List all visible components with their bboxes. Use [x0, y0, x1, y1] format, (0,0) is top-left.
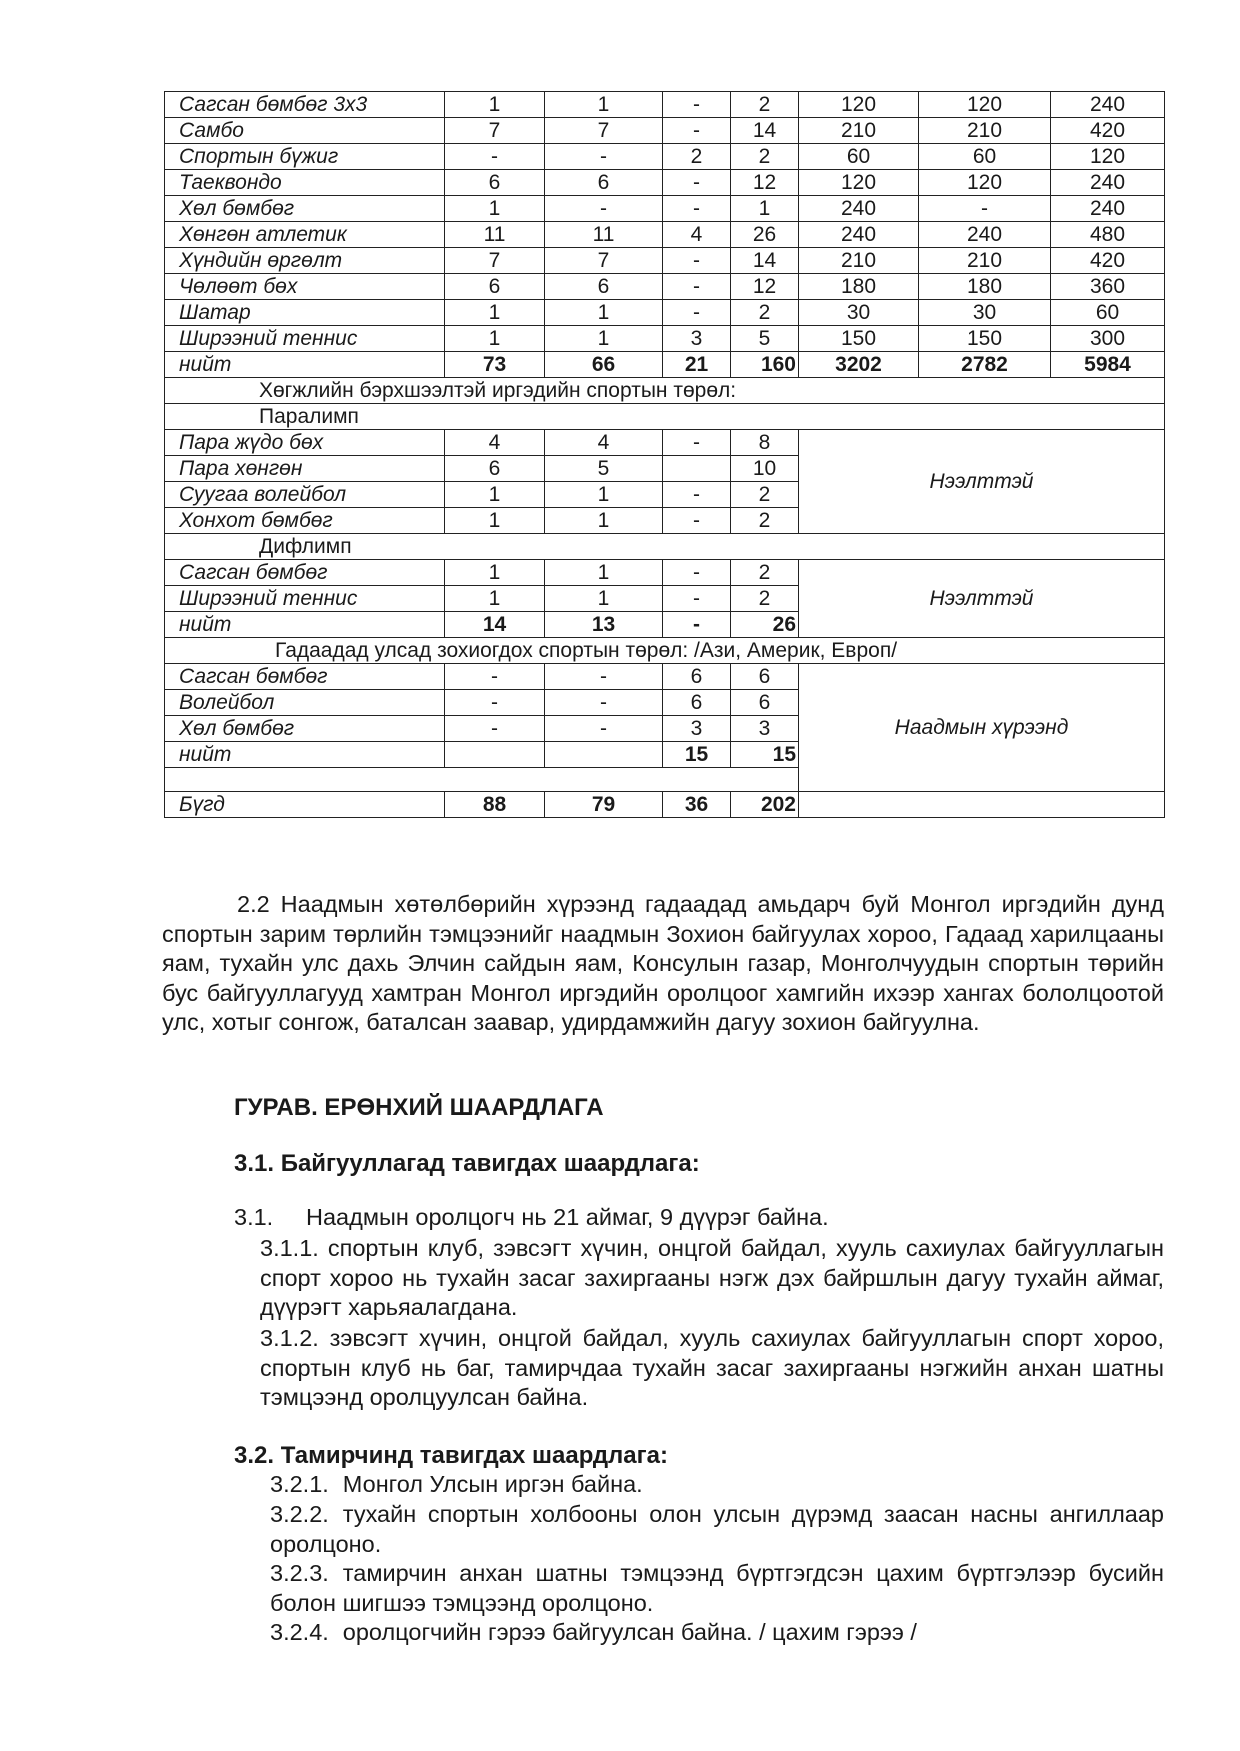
sport-name-cell: Сагсан бөмбөг — [165, 560, 445, 586]
value-cell: - — [663, 118, 731, 144]
value-cell: 14 — [731, 118, 799, 144]
sport-name-cell: Хөл бөмбөг — [165, 716, 445, 742]
item-3-1-1: 3.1.1. спортын клуб, зэвсэгт хүчин, онцгой байдал, хууль сахиулах байгууллагын спорт хороо нь тухайн засаг захиргааны нэгж дэх байршлын дагуу тухайн аймаг, дүүрэгт харьяалагдана. — [260, 1235, 1164, 1320]
value-cell: 150 — [799, 326, 919, 352]
item-3-2-4 — [270, 1618, 1164, 1648]
sport-name-cell: нийт — [165, 352, 445, 378]
item-text: Монгол Улсын иргэн байна. — [342, 1471, 643, 1497]
item-number: 3.2.3. — [270, 1560, 329, 1586]
sport-name-cell: Таеквондо — [165, 170, 445, 196]
value-cell: 2 — [731, 560, 799, 586]
value-cell: 6 — [731, 664, 799, 690]
sport-name-cell: Бүгд — [165, 792, 445, 818]
merged-note: Нээлттэй — [799, 560, 1165, 638]
sport-name-cell: Спортын бүжиг — [165, 144, 445, 170]
value-cell: 1 — [545, 560, 663, 586]
value-cell: 240 — [1051, 92, 1165, 118]
value-cell: 1 — [445, 586, 545, 612]
value-cell: - — [663, 170, 731, 196]
paragraph-2-2: 2.2 Наадмын хөтөлбөрийн хүрээнд гадаадад амьдарч буй Монгол иргэдийн дунд спортын зарим төрлийн тэмцээнийг наадмын Зохион байгуулах хороо, Гадаад харилцааны яам, тухайн улс дахь Элчин сайдын яам, Консулын газар, Монголчуудын спортын төрийн бус байгууллагууд хамтран Монгол иргэдийн оролцоог хамгийн ихээр хангах бололцоотой улс, хотыг сонгож, баталсан заавар, удирдамжийн дагуу зохион байгуулна. — [162, 891, 1164, 1035]
value-cell: 180 — [919, 274, 1051, 300]
table-row — [165, 222, 1165, 248]
sport-name-cell: нийт — [165, 612, 445, 638]
item-number: 3.2.4. — [270, 1619, 329, 1645]
sport-name-cell: Хөнгөн атлетик — [165, 222, 445, 248]
sport-name-cell: Хүндийн өргөлт — [165, 248, 445, 274]
table-body — [165, 92, 1165, 818]
item-3-2-2 — [270, 1500, 1164, 1559]
value-cell: 1 — [545, 482, 663, 508]
value-cell: 1 — [545, 508, 663, 534]
value-cell — [545, 742, 663, 768]
value-cell: 14 — [445, 612, 545, 638]
value-cell: 60 — [1051, 300, 1165, 326]
sport-name-cell: Ширээний теннис — [165, 326, 445, 352]
value-cell: - — [663, 586, 731, 612]
subsection-heading-3-2: 3.2. Тамирчинд тавигдах шаардлага: — [234, 1442, 668, 1469]
value-cell: 120 — [1051, 144, 1165, 170]
value-cell: 160 — [731, 352, 799, 378]
value-cell: 6 — [545, 170, 663, 196]
table-row — [165, 430, 1165, 456]
value-cell: 7 — [445, 248, 545, 274]
value-cell: 420 — [1051, 248, 1165, 274]
item-text: тухайн спортын холбооны олон улсын дүрэмд заасан насны ангиллаар оролцоно. — [270, 1501, 1164, 1557]
value-cell: 11 — [445, 222, 545, 248]
value-cell: 15 — [663, 742, 731, 768]
table-row — [165, 792, 1165, 818]
value-cell: 30 — [919, 300, 1051, 326]
section-title: Хөгжлийн бэрхшээлтэй иргэдийн спортын төрөл: — [165, 378, 1165, 404]
value-cell: - — [663, 430, 731, 456]
value-cell: 2 — [731, 508, 799, 534]
value-cell: 1 — [445, 508, 545, 534]
item-text: тамирчин анхан шатны тэмцээнд бүртгэгдсэн цахим бүртгэлээр бусийн болон шигшээ тэмцээнд оролцоно. — [270, 1560, 1164, 1616]
item-3-2-1 — [270, 1470, 1164, 1500]
merged-note: Наадмын хүрээнд — [799, 664, 1165, 792]
value-cell: - — [545, 690, 663, 716]
table-row — [165, 144, 1165, 170]
blank-cell — [165, 768, 799, 792]
value-cell: 88 — [445, 792, 545, 818]
sport-name-cell: нийт — [165, 742, 445, 768]
value-cell: 11 — [545, 222, 663, 248]
value-cell: 7 — [445, 118, 545, 144]
sport-name-cell: Суугаа волейбол — [165, 482, 445, 508]
merged-note: Нээлттэй — [799, 430, 1165, 534]
value-cell: 2 — [731, 586, 799, 612]
value-cell: 10 — [731, 456, 799, 482]
sport-name-cell: Хөл бөмбөг — [165, 196, 445, 222]
value-cell: - — [545, 196, 663, 222]
value-cell: 60 — [919, 144, 1051, 170]
value-cell: 2 — [731, 300, 799, 326]
value-cell: 1 — [545, 326, 663, 352]
item-3-2-3 — [270, 1559, 1164, 1618]
value-cell: 2 — [731, 144, 799, 170]
sport-name-cell: Хонхот бөмбөг — [165, 508, 445, 534]
value-cell: 3 — [663, 716, 731, 742]
value-cell: 4 — [663, 222, 731, 248]
value-cell: 6 — [445, 170, 545, 196]
value-cell: - — [445, 716, 545, 742]
value-cell: 6 — [445, 274, 545, 300]
sport-name-cell: Ширээний теннис — [165, 586, 445, 612]
section-title: Гадаадад улсад зохиогдох спортын төрөл: /Ази, Америк, Европ/ — [165, 638, 1165, 664]
value-cell: 66 — [545, 352, 663, 378]
value-cell: 120 — [919, 92, 1051, 118]
value-cell: 240 — [1051, 170, 1165, 196]
sport-name-cell: Самбо — [165, 118, 445, 144]
value-cell: 1 — [731, 196, 799, 222]
section-row — [165, 404, 1165, 430]
table-row — [165, 196, 1165, 222]
value-cell: 150 — [919, 326, 1051, 352]
value-cell: 180 — [799, 274, 919, 300]
value-cell: - — [663, 560, 731, 586]
value-cell: 21 — [663, 352, 731, 378]
value-cell: 3202 — [799, 352, 919, 378]
value-cell: 2 — [731, 482, 799, 508]
value-cell: 300 — [1051, 326, 1165, 352]
value-cell: 1 — [445, 92, 545, 118]
value-cell: - — [663, 92, 731, 118]
value-cell: 4 — [545, 430, 663, 456]
value-cell: 240 — [799, 222, 919, 248]
value-cell — [445, 742, 545, 768]
section-row — [165, 534, 1165, 560]
value-cell: - — [663, 300, 731, 326]
value-cell: 2 — [731, 92, 799, 118]
item-3-1-2: 3.1.2. зэвсэгт хүчин, онцгой байдал, хууль сахиулах байгууллагын спорт хороо, спортын клуб нь баг, тамирчдаа тухайн засаг захиргааны нэгжийн анхан шатны тэмцээнд оролцуулсан байна. — [260, 1325, 1164, 1410]
value-cell: 1 — [445, 560, 545, 586]
value-cell: - — [445, 690, 545, 716]
sport-name-cell: Сагсан бөмбөг 3х3 — [165, 92, 445, 118]
table-row — [165, 664, 1165, 690]
value-cell: 120 — [799, 92, 919, 118]
value-cell: - — [663, 482, 731, 508]
item-number: 3.1. — [234, 1204, 274, 1230]
value-cell: 210 — [919, 118, 1051, 144]
value-cell: - — [545, 664, 663, 690]
value-cell: 5 — [731, 326, 799, 352]
sport-name-cell: Шатар — [165, 300, 445, 326]
value-cell: 60 — [799, 144, 919, 170]
value-cell: 12 — [731, 274, 799, 300]
value-cell: 120 — [919, 170, 1051, 196]
value-cell: 3 — [731, 716, 799, 742]
table-row — [165, 352, 1165, 378]
value-cell: - — [663, 196, 731, 222]
sports-table — [164, 91, 1164, 818]
value-cell: 7 — [545, 248, 663, 274]
value-cell: 1 — [445, 300, 545, 326]
value-cell: 210 — [799, 118, 919, 144]
item-number: 3.2.1. — [270, 1471, 329, 1497]
item-text: Наадмын оролцогч нь 21 аймаг, 9 дүүрэг байна. — [306, 1204, 829, 1230]
value-cell: 480 — [1051, 222, 1165, 248]
value-cell: 6 — [545, 274, 663, 300]
table-row — [165, 326, 1165, 352]
value-cell: 210 — [799, 248, 919, 274]
value-cell: 79 — [545, 792, 663, 818]
value-cell: 5 — [545, 456, 663, 482]
value-cell: 240 — [1051, 196, 1165, 222]
section-heading-3: ГУРАВ. ЕРӨНХИЙ ШААРДЛАГА — [234, 1094, 604, 1121]
value-cell: - — [919, 196, 1051, 222]
sport-name-cell: Сагсан бөмбөг — [165, 664, 445, 690]
value-cell: - — [663, 508, 731, 534]
value-cell: 26 — [731, 612, 799, 638]
value-cell: 30 — [799, 300, 919, 326]
sport-name-cell: Чөлөөт бөх — [165, 274, 445, 300]
value-cell: 202 — [731, 792, 799, 818]
table-row — [165, 92, 1165, 118]
value-cell: - — [663, 248, 731, 274]
value-cell: 6 — [663, 664, 731, 690]
value-cell: 36 — [663, 792, 731, 818]
item-number: 3.2.2. — [270, 1501, 329, 1527]
blank-cell — [799, 792, 1165, 818]
value-cell: 2 — [663, 144, 731, 170]
value-cell: - — [545, 716, 663, 742]
item-3-1 — [234, 1203, 829, 1233]
value-cell: 360 — [1051, 274, 1165, 300]
section-row — [165, 378, 1165, 404]
sport-name-cell: Пара жүдо бөх — [165, 430, 445, 456]
value-cell: 1 — [445, 326, 545, 352]
value-cell: 7 — [545, 118, 663, 144]
value-cell: 73 — [445, 352, 545, 378]
section-row — [165, 638, 1165, 664]
value-cell: 3 — [663, 326, 731, 352]
value-cell: 1 — [545, 300, 663, 326]
value-cell: 210 — [919, 248, 1051, 274]
value-cell: 2782 — [919, 352, 1051, 378]
table-row — [165, 560, 1165, 586]
item-text: оролцогчийн гэрээ байгуулсан байна. / цахим гэрээ / — [342, 1619, 917, 1645]
value-cell: 13 — [545, 612, 663, 638]
value-cell: 1 — [545, 586, 663, 612]
value-cell: 420 — [1051, 118, 1165, 144]
value-cell: 26 — [731, 222, 799, 248]
value-cell: - — [663, 274, 731, 300]
table-row — [165, 248, 1165, 274]
value-cell: 8 — [731, 430, 799, 456]
value-cell: 14 — [731, 248, 799, 274]
value-cell: - — [545, 144, 663, 170]
value-cell: 6 — [731, 690, 799, 716]
value-cell: 4 — [445, 430, 545, 456]
value-cell: 12 — [731, 170, 799, 196]
value-cell: 5984 — [1051, 352, 1165, 378]
subsection-heading-3-1: 3.1. Байгууллагад тавигдах шаардлага: — [234, 1150, 700, 1177]
value-cell — [663, 456, 731, 482]
value-cell: - — [445, 144, 545, 170]
value-cell: 1 — [445, 482, 545, 508]
value-cell: 120 — [799, 170, 919, 196]
value-cell: 240 — [799, 196, 919, 222]
value-cell: 1 — [545, 92, 663, 118]
table-row — [165, 300, 1165, 326]
value-cell: 240 — [919, 222, 1051, 248]
sport-name-cell: Пара хөнгөн — [165, 456, 445, 482]
value-cell: 15 — [731, 742, 799, 768]
value-cell: 6 — [445, 456, 545, 482]
value-cell: 1 — [445, 196, 545, 222]
sport-name-cell: Волейбол — [165, 690, 445, 716]
table-row — [165, 170, 1165, 196]
table-row — [165, 274, 1165, 300]
section-title: Паралимп — [165, 404, 1165, 430]
table-row — [165, 118, 1165, 144]
value-cell: - — [445, 664, 545, 690]
value-cell: 6 — [663, 690, 731, 716]
value-cell: - — [663, 612, 731, 638]
section-title: Дифлимп — [165, 534, 1165, 560]
